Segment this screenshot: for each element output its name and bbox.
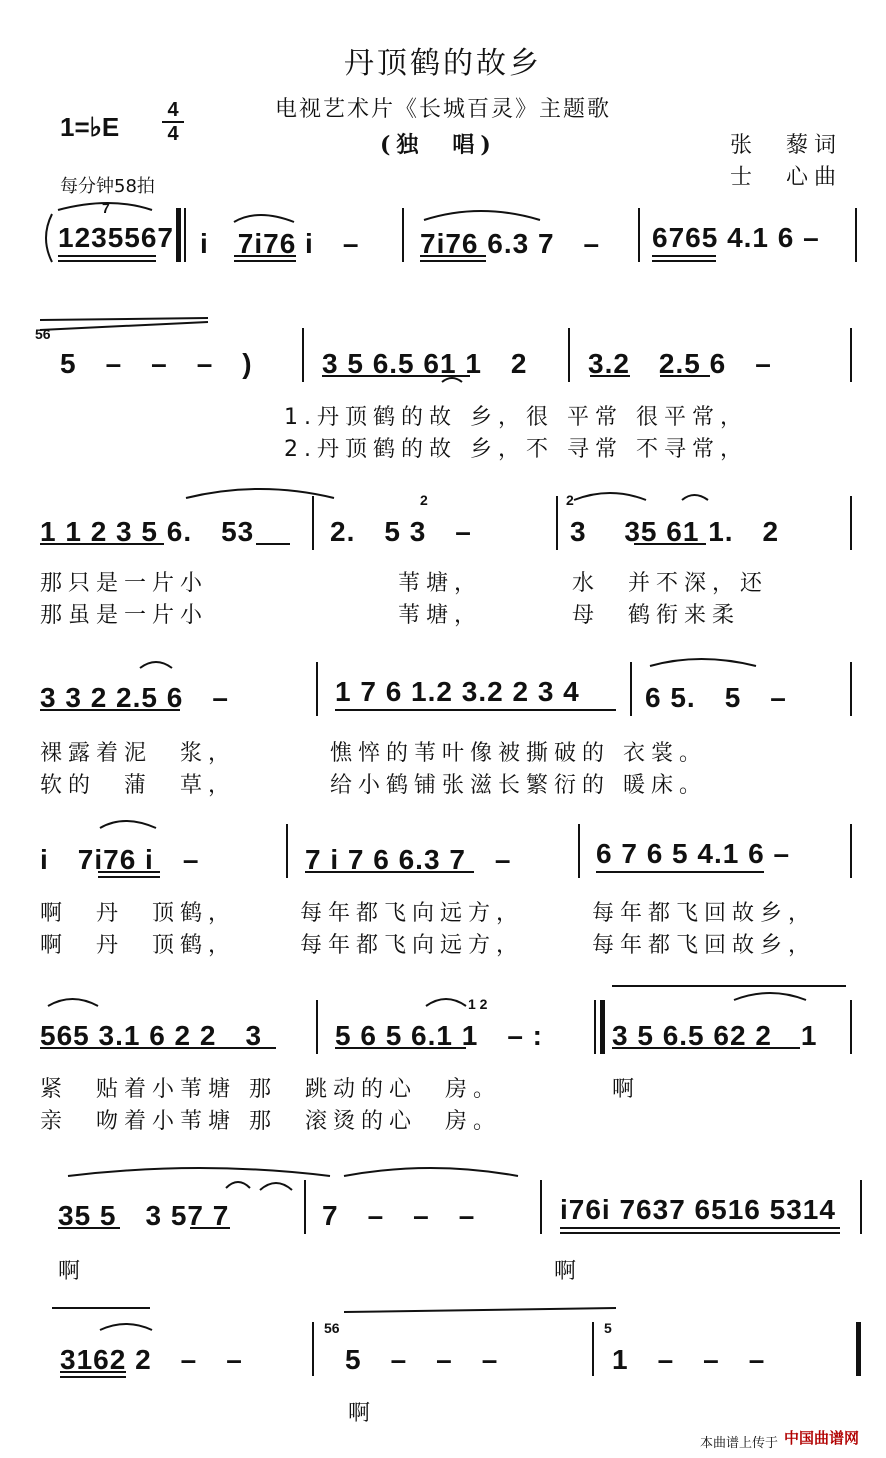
time-signature: 4 4 [162, 100, 184, 144]
measure-notes: 3162 2 – – [60, 1344, 243, 1375]
lyric-verse-1: 1.丹顶鹤的故 乡，很 平常 很平常， [284, 405, 748, 430]
lyric-exclamation: 啊 [348, 1401, 377, 1426]
composer-credit: 士 心曲 [730, 165, 843, 190]
bar-line [578, 824, 580, 878]
lyric-verse-1: 每年都飞向远方， [300, 901, 525, 926]
lyric-verse-2: 给小鹤铺张滋长繁衍的 暖床。 [330, 773, 707, 798]
lyric-verse-1: 苇塘， [398, 571, 483, 596]
bar-line [630, 662, 632, 716]
lyric-exclamation: 啊 [58, 1259, 87, 1284]
left-paren [46, 214, 52, 262]
slur [100, 821, 156, 828]
performance-note: (独 唱) [380, 132, 497, 158]
lyric-verse-1: 紧 贴着小苇塘 那 跳动的心 房。 [40, 1077, 501, 1102]
measure-notes: 7i76 6.3 7 – [420, 228, 601, 259]
lyric-verse-2: 2.丹顶鹤的故 乡，不 寻常 不寻常， [284, 437, 748, 462]
key-signature: 1=♭E [60, 112, 120, 142]
measure-notes: 5 6 5 6.1 1 – : [335, 1020, 544, 1051]
measure-notes: 5 – – – [345, 1344, 499, 1375]
measure-notes: 6765 4.1 6 – [652, 222, 820, 253]
grace-note: 2 [420, 492, 428, 508]
measure-notes: 3 3 2 2.5 6 – [40, 682, 229, 713]
measure-notes: 1 7 6 1.2 3.2 2 3 4 [335, 676, 580, 707]
bar-line [850, 824, 852, 878]
bar-line [850, 1000, 852, 1054]
bar-line [316, 662, 318, 716]
lyricist-credit: 张 藜词 [730, 133, 843, 158]
bar-line [556, 496, 558, 550]
slur [234, 215, 294, 222]
slur [100, 1324, 152, 1330]
measure-notes: 2. 5 3 – [330, 516, 472, 547]
measure-notes: 565 3.1 6 2 2 3 [40, 1020, 263, 1051]
bar-line [312, 496, 314, 550]
measure-notes: 3 35 61 1. 2 [570, 516, 780, 547]
slur [426, 999, 466, 1006]
measure-notes: i 7i76 i – [40, 844, 200, 875]
bar-line [316, 1000, 318, 1054]
slur [68, 1168, 330, 1176]
lyric-verse-2: 母 鹤衔来柔 [572, 603, 741, 628]
song-title: 丹顶鹤的故乡 [344, 46, 542, 81]
bar-line [304, 1180, 306, 1234]
bar-line [286, 824, 288, 878]
tempo-marking: 每分钟58拍 [60, 176, 155, 197]
slur [424, 211, 540, 220]
bar-line [312, 1322, 314, 1376]
lyric-verse-1: 啊 [612, 1077, 641, 1102]
slur [682, 495, 708, 500]
measure-notes: 1 – – – [612, 1344, 766, 1375]
lyric-verse-1: 憔悴的苇叶像被撕破的 衣裳。 [330, 741, 707, 766]
measure-notes: 6 7 6 5 4.1 6 – [596, 838, 791, 869]
lyric-verse-2: 啊 丹 顶鹤， [40, 933, 237, 958]
lyric-verse-1: 啊 丹 顶鹤， [40, 901, 237, 926]
repeat-bar-line [176, 208, 181, 262]
bar-line [568, 328, 570, 382]
lyric-verse-1: 裸露着泥 浆， [40, 741, 237, 766]
lyric-verse-2: 软的 蒲 草， [40, 773, 237, 798]
measure-notes: i76i 7637 6516 5314 [560, 1194, 836, 1225]
grace-note: 7 [102, 200, 110, 216]
repeat-bar-line [600, 1000, 605, 1054]
slur [344, 1168, 518, 1176]
slur [734, 993, 806, 1000]
bar-line [594, 1000, 596, 1054]
lyric-verse-2: 亲 吻着小苇塘 那 滚烫的心 房。 [40, 1109, 501, 1134]
lyric-verse-2: 每年都飞向远方， [300, 933, 525, 958]
grace-note: 2 [566, 492, 574, 508]
lyric-exclamation: 啊 [554, 1259, 583, 1284]
measure-notes: 3.2 2.5 6 – [588, 348, 772, 379]
song-subtitle: 电视艺术片《长城百灵》主题歌 [274, 97, 611, 122]
bar-line [592, 1322, 594, 1376]
slur [140, 662, 172, 668]
bar-line [860, 1180, 862, 1234]
bar-line [638, 208, 640, 262]
grace-note: 56 [35, 326, 51, 342]
measure-notes: 3 5 6.5 62 2 1 [612, 1020, 818, 1051]
measure-notes: 35 5 3 57 7 [58, 1200, 230, 1231]
final-bar-line [856, 1322, 861, 1376]
lyric-verse-2: 苇塘， [398, 603, 483, 628]
grace-note: 56 [324, 1320, 340, 1336]
bar-line [302, 328, 304, 382]
lyric-verse-1: 那只是一片小 [40, 571, 209, 596]
bar-line [184, 208, 186, 262]
measure-notes: 5 – – – ) [60, 348, 253, 379]
measure-notes: i 7i76 i – [200, 228, 360, 259]
bar-line [850, 496, 852, 550]
volta-number: 1 2 [468, 996, 488, 1012]
slur [650, 659, 756, 666]
bar-line [855, 208, 857, 262]
upload-note: 本曲谱上传于 [700, 1436, 779, 1451]
measure-notes: 6 5. 5 – [645, 682, 787, 713]
measure-notes: 7 – – – [322, 1200, 476, 1231]
slur [226, 1182, 250, 1188]
bar-line [402, 208, 404, 262]
slur [574, 493, 646, 500]
bar-line [850, 328, 852, 382]
lyric-verse-1: 每年都飞回故乡， [592, 901, 817, 926]
bar-line [850, 662, 852, 716]
grace-note: 5 [604, 1320, 612, 1336]
lyric-verse-2: 每年都飞回故乡， [592, 933, 817, 958]
slur [260, 1183, 292, 1190]
site-logo[interactable]: 中国曲谱网 [784, 1429, 860, 1447]
bar-line [540, 1180, 542, 1234]
lyric-verse-2: 那虽是一片小 [40, 603, 209, 628]
measure-notes: 1 1 2 3 5 6. 53 [40, 516, 255, 547]
slur [48, 999, 98, 1006]
measure-notes: 3 5 6.5 61 1 2 [322, 348, 528, 379]
intro-notes: 1235567 [58, 222, 175, 253]
lyric-verse-1: 水 并不深，还 [572, 571, 769, 596]
measure-notes: 7 i 7 6 6.3 7 – [305, 844, 512, 875]
